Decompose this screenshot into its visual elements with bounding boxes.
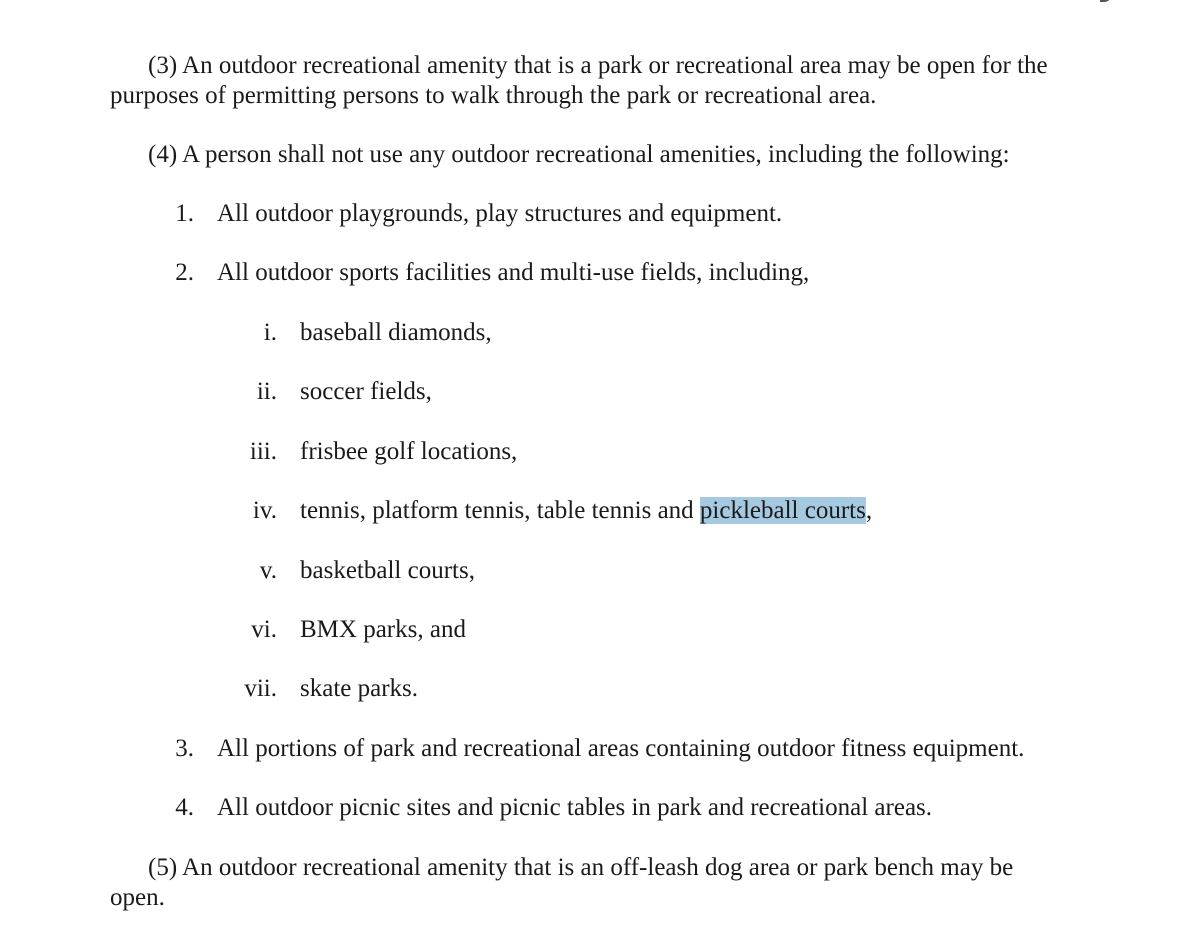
subitem-ii-number: ii. bbox=[256, 378, 277, 405]
para4-text: (4) A person shall not use any outdoor recreational amenities, including the following: bbox=[148, 141, 1010, 168]
item-2-number: 2. bbox=[175, 259, 194, 286]
subitem-iv-text bbox=[300, 496, 872, 526]
item-1-text: All outdoor playgrounds, play structures and equipment. bbox=[217, 200, 783, 227]
subitem-iv-number: iv. bbox=[252, 497, 277, 524]
subitem-iv-text-before: tennis, platform tennis, table tennis and bbox=[300, 497, 700, 524]
subitem-iv-text-after: , bbox=[865, 497, 873, 524]
subitem-i-text: baseball diamonds, bbox=[300, 319, 492, 346]
item-4-text: All outdoor picnic sites and picnic tables in park and recreational areas. bbox=[217, 794, 933, 821]
item-4-number: 4. bbox=[175, 794, 194, 821]
subitem-iii-number: iii. bbox=[249, 438, 277, 465]
item-3-number: 3. bbox=[175, 735, 194, 762]
subitem-iii-text: frisbee golf locations, bbox=[300, 438, 518, 465]
item-3-text: All portions of park and recreational areas containing outdoor fitness equipment. bbox=[217, 735, 1025, 762]
subitem-i-number: i. bbox=[263, 319, 277, 346]
subitem-vii-number: vii. bbox=[244, 675, 277, 702]
para5-line1: (5) An outdoor recreational amenity that is an off-leash dog area or park bench may be bbox=[148, 854, 1014, 881]
subitem-vi-text: BMX parks, and bbox=[300, 616, 466, 643]
para3-line2: purposes of permitting persons to walk through the park or recreational area. bbox=[110, 82, 877, 109]
para5-line2: open. bbox=[110, 884, 165, 911]
item-2-text: All outdoor sports facilities and multi-use fields, including, bbox=[217, 259, 810, 286]
selected-text-highlight[interactable]: pickleball courts bbox=[699, 497, 866, 524]
subitem-vi-number: vi. bbox=[251, 616, 277, 643]
subitem-ii-text: soccer fields, bbox=[300, 378, 432, 405]
item-1-number: 1. bbox=[175, 200, 194, 227]
subitem-v-number: v. bbox=[259, 557, 277, 584]
page-corner-mark bbox=[1100, 0, 1112, 2]
subitem-v-text: basketball courts, bbox=[300, 557, 475, 584]
para3-line1: (3) An outdoor recreational amenity that is a park or recreational area may be open for the bbox=[148, 52, 1048, 79]
subitem-vii-text: skate parks. bbox=[300, 675, 419, 702]
